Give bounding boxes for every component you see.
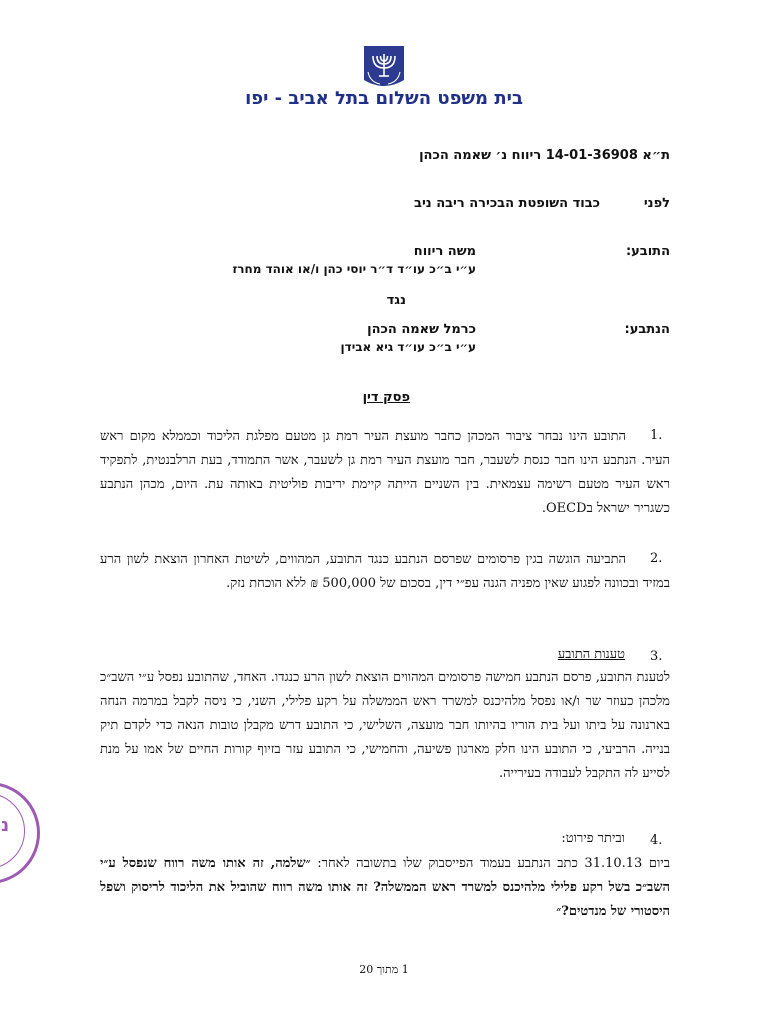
plaintiff-representation: ע״י ב״כ עו״ד ד״ר יוסי כהן ו/או אוהד מחרז <box>232 262 476 276</box>
defendant-label: הנתבע: <box>624 322 670 337</box>
paragraph-1-number: 1. <box>650 428 663 443</box>
paragraph-3-number: 3. <box>650 649 663 664</box>
court-stamp-text: נ <box>1 815 10 836</box>
paragraph-2-text: התביעה הוגשה בגין פרסומים שפרסם הנתבע כנגד התובע, המהווים, לשיטת האחרון הוצאת לשון הרע במזיד ובכוונה לפגוע שאין מפניה הגנה עפ״י דין, בסכום של 500,000 ₪ ללא הוכחת נזק. <box>100 552 670 591</box>
paragraph-4-lead: ביום 31.10.13 כתב הנתבע בעמוד הפייסבוק שלו בתשובה לאחר: <box>310 856 671 871</box>
paragraph-3-text: לטענת התובע, פרסם הנתבע חמישה פרסומים המהווים הוצאת לשון הרע כנגדו. האחד, שהתובע נפסל ע״י השב״כ מלכהן כעוזר שר ו/או נפסל מלהיכנס למשרד ראש הממשלה על רקע פלילי, השני, כי ניסה לקבל במרמה הנחה בארנונה על ביתו ועל בית הוריו בהיותו חבר מועצה, השלישי, כי התובע דרש מקבלן טובות הנאה כדי לקדם תיק בנייה. הרביעי, כי התובע הינו חלק מארגון פשיעה, והחמישי, כי התובע עזר בזיוף קורות החיים של אמו על מנת לסייע לה התקבל לעבודה בעירייה. <box>100 670 670 781</box>
defendant-representation: ע״י ב״כ עו״ד גיא אבידן <box>340 340 476 354</box>
menorah-emblem-icon <box>360 42 408 92</box>
case-number: ת״א 14-01-36908 ריווח נ׳ שאמה הכהן <box>419 148 670 163</box>
defendant-name: כרמל שאמה הכהן <box>367 322 476 337</box>
paragraph-2 <box>100 548 670 596</box>
paragraph-4 <box>100 852 670 924</box>
paragraph-4-quote: ״שלמה, זה אותו משה רווח שנפסל ע״י השב״כ בשל רקע פלילי מלהיכנס למשרד ראש הממשלה? זה אותו משה רווח שהוביל את הליכוד לריסוק ושפל היסטורי של מנדטים?״ <box>100 856 670 919</box>
plaintiff-name: משה ריווח <box>413 244 476 259</box>
paragraph-1 <box>100 425 670 521</box>
before-label: לפני <box>643 196 670 211</box>
paragraph-1-text: התובע הינו נבחר ציבור המכהן כחבר מועצת העיר רמת גן מטעם מפלגת הליכוד וכממלא מקום ראש העיר. הנתבע הינו חבר כנסת לשעבר, חבר מועצת העיר רמת גן לשעבר, אשר התמודד, בעת הרלבנטית, לתפקיד ראש העיר מטעם רשימה עצמאית. בין השניים הייתה קיימת יריבות פוליטית באותה עת. היום, מכהן הנתבע כשגריר ישראל בOECD. <box>100 429 670 516</box>
judgment-title: פסק דין <box>362 390 410 405</box>
paragraph-2-number: 2. <box>650 551 663 566</box>
court-name: בית משפט השלום בתל אביב - יפו <box>245 88 523 109</box>
section-heading-details: וביתר פירוט: <box>561 831 625 846</box>
page-number: 1 מתוך 20 <box>359 963 409 976</box>
versus-label: נגד <box>386 293 406 308</box>
plaintiff-label: התובע: <box>625 244 670 259</box>
judge-name: כבוד השופטת הבכירה ריבה ניב <box>414 196 600 211</box>
paragraph-4-number: 4. <box>650 833 663 848</box>
section-heading-plaintiff-claims: טענות התובע <box>557 647 625 662</box>
court-stamp <box>0 782 40 884</box>
